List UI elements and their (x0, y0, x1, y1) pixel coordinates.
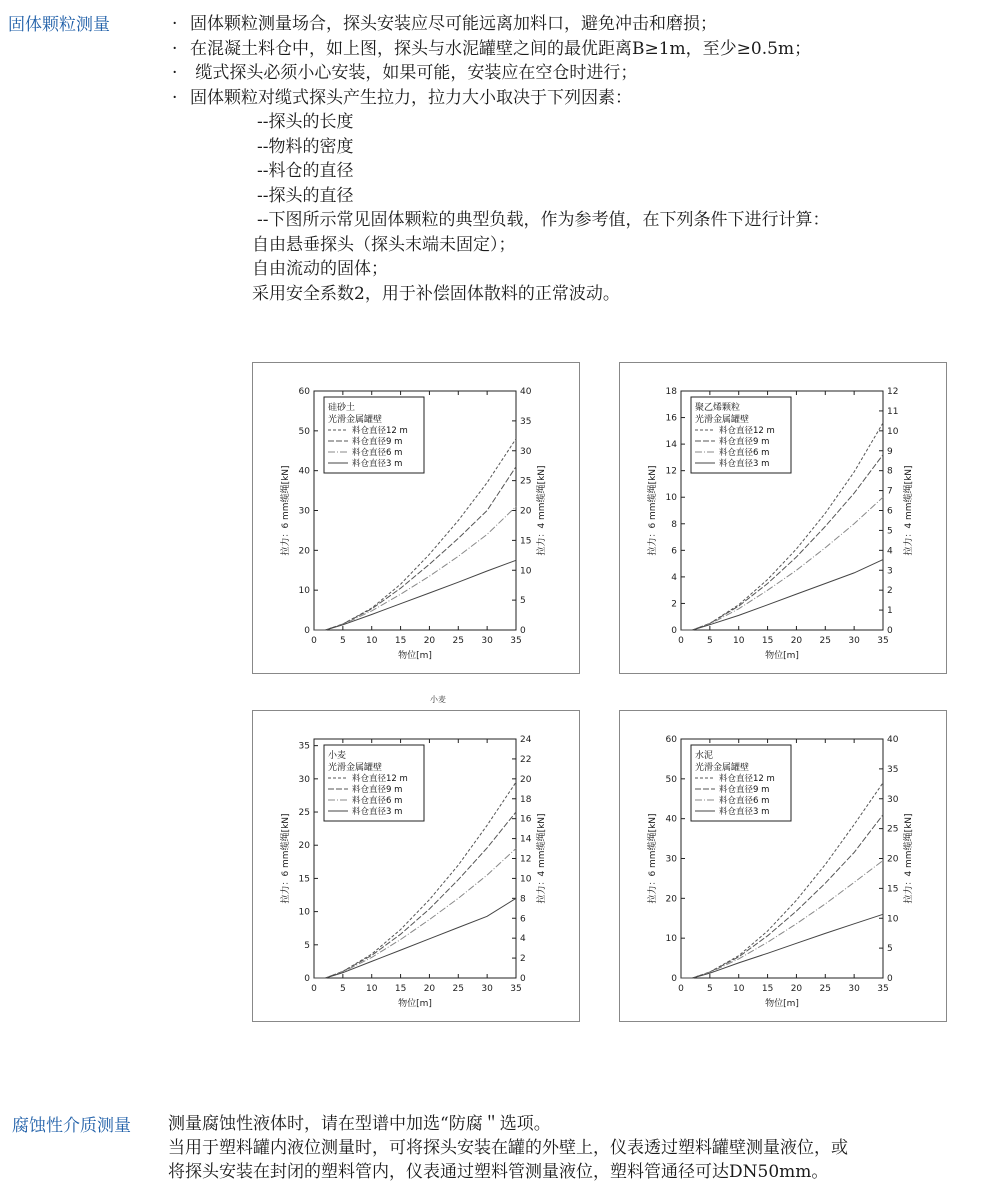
factor-item: --下图所示常见固体颗粒的典型负载，作为参考值，在下列条件下进行计算： (257, 210, 830, 230)
y-axis-label-right: 拉力：4 mm缆绳[kN] (904, 465, 914, 556)
x-tick-label: 20 (790, 984, 803, 994)
x-tick-label: 20 (423, 984, 436, 994)
legend-title: 水泥 (695, 751, 714, 761)
stray-label: 小麦 (430, 695, 446, 704)
legend-title: 小麦 (328, 751, 347, 761)
y-tick-label-left: 20 (298, 841, 310, 852)
y-tick-label-right: 2 (520, 954, 526, 965)
y-tick-label-left: 25 (298, 808, 310, 819)
y-tick-label-right: 0 (887, 626, 893, 636)
y-tick-label-right: 18 (520, 794, 532, 805)
y-tick-label-right: 7 (887, 486, 893, 497)
legend-subtitle: 光滑金属罐壁 (328, 763, 383, 773)
y-tick-label-right: 30 (887, 794, 899, 805)
y-tick-label-left: 0 (671, 626, 677, 636)
y-tick-label-right: 15 (520, 536, 532, 547)
factor-item: --料仓的直径 (257, 161, 354, 181)
y-tick-label-left: 20 (665, 894, 677, 905)
y-tick-label-left: 30 (298, 506, 310, 517)
y-tick-label-right: 5 (520, 596, 526, 607)
y-tick-label-right: 40 (887, 735, 899, 745)
x-tick-label: 5 (339, 636, 346, 646)
y-tick-label-right: 9 (887, 446, 893, 457)
text-line: 测量腐蚀性液体时，请在型谱中加选“防腐＂选项。 (168, 1114, 551, 1134)
x-tick-label: 20 (423, 636, 436, 646)
legend-entry: 料仓直径3 m (352, 807, 403, 817)
x-tick-label: 10 (732, 636, 745, 646)
y-tick-label-left: 60 (665, 735, 677, 745)
legend-entry: 料仓直径3 m (719, 459, 770, 469)
x-tick-label: 15 (761, 984, 774, 994)
y-axis-label-left: 拉力：6 mm缆绳[kN] (281, 813, 291, 904)
y-tick-label-left: 6 (671, 546, 677, 557)
y-tick-label-right: 35 (520, 416, 532, 427)
y-tick-label-left: 12 (665, 466, 677, 477)
y-tick-label-right: 25 (520, 476, 532, 487)
y-tick-label-right: 15 (887, 884, 899, 895)
y-tick-label-left: 15 (298, 874, 310, 885)
y-tick-label-right: 11 (887, 406, 899, 417)
chart-svg (252, 362, 580, 674)
y-tick-label-right: 30 (520, 446, 532, 457)
x-axis-label: 物位[m] (398, 999, 432, 1009)
chart-polyethylene (619, 362, 947, 674)
y-tick-label-left: 2 (671, 599, 677, 610)
y-tick-label-left: 30 (298, 774, 310, 785)
y-tick-label-right: 14 (520, 834, 532, 845)
x-tick-label: 35 (877, 636, 889, 646)
y-tick-label-left: 40 (665, 814, 677, 825)
text-line: 将探头安装在封闭的塑料管内，仪表通过塑料管测量液位，塑料管通径可达DN50mm。 (168, 1162, 829, 1182)
x-tick-label: 30 (848, 984, 860, 994)
x-tick-label: 5 (706, 636, 713, 646)
legend-entry: 料仓直径12 m (352, 426, 408, 436)
legend-title: 聚乙烯颗粒 (695, 403, 741, 413)
condition-item: 自由悬垂探头（探头末端未固定）； (252, 234, 516, 255)
legend-entry: 料仓直径6 m (719, 448, 770, 458)
legend-entry: 料仓直径9 m (352, 785, 403, 795)
x-axis-label: 物位[m] (765, 999, 799, 1009)
y-tick-label-left: 18 (665, 387, 677, 397)
chart-svg (252, 710, 580, 1022)
y-tick-label-right: 0 (520, 974, 526, 984)
chart-svg (619, 362, 947, 674)
chart-silica-sand (252, 362, 580, 674)
bullet-item: · 在混凝土料仓中，如上图，探头与水泥罐壁之间的最优距离B≥1m，至少≥0.5m； (172, 38, 812, 59)
y-tick-label-right: 8 (520, 894, 526, 905)
y-tick-label-right: 10 (887, 426, 899, 437)
condition-item: 采用安全系数2，用于补偿固体散料的正常波动。 (252, 283, 620, 304)
y-tick-label-right: 6 (520, 914, 526, 925)
legend-entry: 料仓直径6 m (719, 796, 770, 806)
y-axis-label-left: 拉力：6 mm缆绳[kN] (648, 465, 658, 556)
y-tick-label-left: 4 (671, 572, 677, 583)
x-tick-label: 30 (481, 636, 493, 646)
x-tick-label: 0 (678, 984, 684, 994)
y-tick-label-right: 0 (887, 974, 893, 984)
legend-entry: 料仓直径9 m (719, 437, 770, 447)
y-tick-label-right: 35 (887, 764, 899, 775)
factor-item: --探头的直径 (257, 185, 354, 206)
chart-wheat (252, 710, 580, 1022)
legend-subtitle: 光滑金属罐壁 (328, 415, 383, 425)
x-tick-label: 30 (481, 984, 493, 994)
y-tick-label-left: 10 (298, 586, 310, 597)
y-tick-label-left: 10 (665, 493, 677, 504)
legend-entry: 料仓直径6 m (352, 796, 403, 806)
y-tick-label-right: 4 (887, 546, 893, 557)
x-tick-label: 0 (678, 636, 684, 646)
y-tick-label-right: 1 (887, 606, 893, 617)
y-tick-label-left: 35 (298, 741, 310, 752)
x-tick-label: 0 (311, 636, 317, 646)
chart-svg (619, 710, 947, 1022)
legend-entry: 料仓直径12 m (719, 426, 775, 436)
bullet-item: · 固体颗粒对缆式探头产生拉力，拉力大小取决于下列因素： (172, 87, 632, 108)
factor-item: --物料的密度 (257, 136, 354, 157)
x-axis-label: 物位[m] (765, 651, 799, 661)
legend-entry: 料仓直径12 m (719, 774, 775, 784)
y-tick-label-left: 14 (665, 440, 677, 451)
y-tick-label-right: 8 (887, 466, 893, 477)
x-tick-label: 5 (339, 984, 346, 994)
y-tick-label-left: 40 (298, 466, 310, 477)
y-tick-label-right: 20 (887, 854, 899, 865)
y-tick-label-right: 2 (887, 586, 893, 597)
legend-entry: 料仓直径3 m (719, 807, 770, 817)
y-axis-label-right: 拉力：4 mm缆绳[kN] (904, 813, 914, 904)
section-heading-solids: 固体颗粒测量 (8, 15, 110, 35)
corrosive-notes (168, 1112, 996, 1184)
legend-entry: 料仓直径9 m (352, 437, 403, 447)
x-tick-label: 15 (394, 984, 407, 994)
legend-entry: 料仓直径12 m (352, 774, 408, 784)
condition-item: 自由流动的固体； (252, 259, 388, 279)
y-tick-label-left: 0 (304, 974, 310, 984)
section-heading-corrosive: 腐蚀性介质测量 (12, 1116, 131, 1136)
x-tick-label: 35 (510, 984, 522, 994)
y-tick-label-right: 40 (520, 387, 532, 397)
x-tick-label: 10 (365, 984, 378, 994)
x-tick-label: 10 (732, 984, 745, 994)
text-line: 当用于塑料罐内液位测量时，可将探头安装在罐的外壁上，仪表透过塑料罐壁测量液位，或 (168, 1138, 848, 1158)
legend-entry: 料仓直径6 m (352, 448, 403, 458)
x-tick-label: 35 (877, 984, 889, 994)
x-tick-label: 25 (452, 984, 465, 994)
x-tick-label: 0 (311, 984, 317, 994)
x-tick-label: 25 (819, 984, 832, 994)
y-tick-label-left: 5 (304, 940, 310, 951)
y-tick-label-right: 24 (520, 735, 532, 745)
y-tick-label-right: 12 (887, 387, 899, 397)
x-tick-label: 5 (706, 984, 713, 994)
y-axis-label-left: 拉力：6 mm缆绳[kN] (281, 465, 291, 556)
legend-subtitle: 光滑金属罐壁 (695, 415, 750, 425)
legend-entry: 料仓直径9 m (719, 785, 770, 795)
x-tick-label: 20 (790, 636, 803, 646)
factor-item: --探头的长度 (257, 112, 354, 132)
legend-entry: 料仓直径3 m (352, 459, 403, 469)
y-tick-label-right: 20 (520, 506, 532, 517)
y-tick-label-left: 16 (665, 413, 677, 424)
y-tick-label-left: 0 (671, 974, 677, 984)
y-tick-label-right: 6 (887, 506, 893, 517)
x-tick-label: 25 (819, 636, 832, 646)
y-tick-label-right: 10 (520, 874, 532, 885)
x-axis-label: 物位[m] (398, 651, 432, 661)
y-tick-label-right: 3 (887, 566, 893, 577)
y-tick-label-right: 10 (887, 914, 899, 925)
x-tick-label: 15 (394, 636, 407, 646)
x-tick-label: 30 (848, 636, 860, 646)
x-tick-label: 25 (452, 636, 465, 646)
y-tick-label-right: 5 (887, 526, 893, 537)
y-tick-label-left: 0 (304, 626, 310, 636)
y-tick-label-right: 10 (520, 566, 532, 577)
y-axis-label-right: 拉力：4 mm缆绳[kN] (537, 465, 547, 556)
y-tick-label-left: 20 (298, 546, 310, 557)
y-tick-label-right: 4 (520, 934, 526, 945)
y-tick-label-right: 25 (887, 824, 899, 835)
x-tick-label: 10 (365, 636, 378, 646)
y-tick-label-left: 50 (665, 774, 677, 785)
y-tick-label-left: 10 (665, 934, 677, 945)
y-tick-label-right: 0 (520, 626, 526, 636)
y-tick-label-left: 10 (298, 907, 310, 918)
bullet-item: · 缆式探头必须小心安装，如果可能，安装应在空仓时进行； (172, 63, 638, 83)
y-tick-label-left: 8 (671, 519, 677, 530)
y-tick-label-left: 50 (298, 426, 310, 437)
y-tick-label-right: 12 (520, 854, 532, 865)
bullet-item: · 固体颗粒测量场合，探头安装应尽可能远离加料口，避免冲击和磨损； (172, 14, 717, 34)
x-tick-label: 15 (761, 636, 774, 646)
legend-title: 硅砂土 (328, 403, 356, 413)
y-tick-label-left: 60 (298, 387, 310, 397)
solids-notes (172, 12, 992, 306)
y-tick-label-right: 22 (520, 754, 532, 765)
y-tick-label-left: 30 (665, 854, 677, 865)
chart-cement (619, 710, 947, 1022)
x-tick-label: 35 (510, 636, 522, 646)
y-tick-label-right: 20 (520, 774, 532, 785)
y-axis-label-left: 拉力：6 mm缆绳[kN] (648, 813, 658, 904)
y-tick-label-right: 16 (520, 814, 532, 825)
y-tick-label-right: 5 (887, 944, 893, 955)
y-axis-label-right: 拉力：4 mm缆绳[kN] (537, 813, 547, 904)
legend-subtitle: 光滑金属罐壁 (695, 763, 750, 773)
